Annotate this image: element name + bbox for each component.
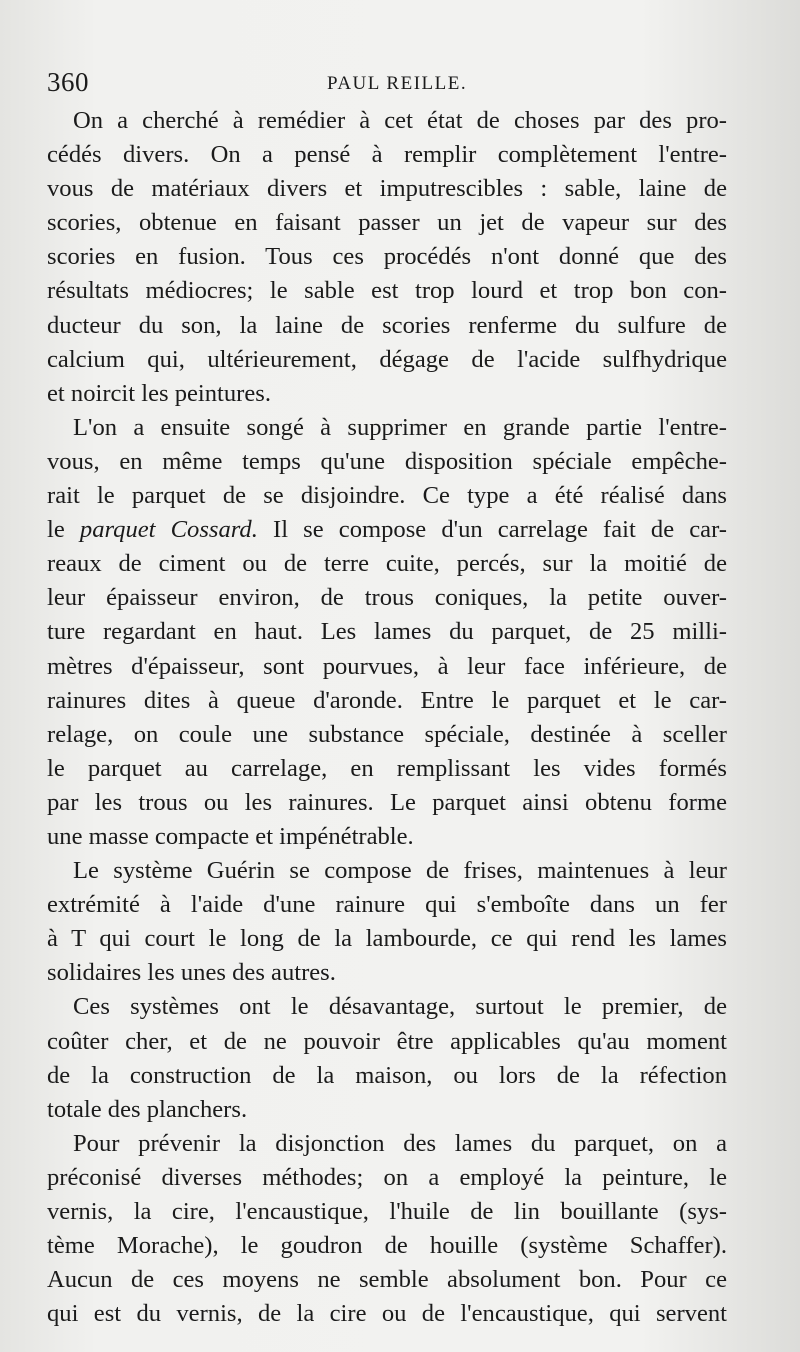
text-line: ducteur du son, la laine de scories renferme du sulfure de [47, 311, 727, 339]
text-line: L'on a ensuite songé à supprimer en grande partie l'entre- [73, 413, 727, 441]
text-fragment: Il se compose d'un carrelage fait de car- [257, 516, 727, 544]
text-line: vernis, la cire, l'encaustique, l'huile de lin bouillante (sys- [47, 1198, 727, 1225]
text-line: par les trous ou les rainures. Le parquet ainsi obtenu forme [47, 788, 727, 816]
text-line: à T qui court le long de la lambourde, ce qui rend les lames [47, 925, 727, 953]
text-line: ture regardant en haut. Les lames du parquet, de 25 milli- [47, 618, 727, 646]
text-line: Le système Guérin se compose de frises, maintenues à leur [73, 857, 727, 885]
text-line: Aucun de ces moyens ne semble absolument bon. Pour ce [47, 1266, 727, 1294]
text-line: et noircit les peintures. [47, 379, 272, 407]
paragraph-3 [47, 854, 727, 990]
text-line: Ces systèmes ont le désavantage, surtout le premier, de [73, 993, 727, 1021]
text-fragment: le [47, 516, 80, 544]
text-line: le parquet au carrelage, en remplissant les vides formés [47, 754, 727, 782]
text-line: extrémité à l'aide d'une rainure qui s'emboîte dans un fer [47, 891, 727, 919]
text-line: totale des planchers. [47, 1095, 248, 1123]
text-line: solidaires les unes des autres. [47, 959, 336, 987]
paragraph-2 [47, 411, 727, 854]
text-line: vous, en même temps qu'une disposition spéciale empêche- [47, 447, 727, 475]
body-text [47, 104, 727, 1331]
text-line: qui est du vernis, de la cire ou de l'encaustique, qui servent [47, 1300, 727, 1328]
running-head: PAUL REILLE. [327, 73, 468, 94]
text-line: mètres d'épaisseur, sont pourvues, à leur face inférieure, de [47, 652, 727, 680]
text-line: de la construction de la maison, ou lors de la réfection [47, 1061, 727, 1089]
paragraph-4 [47, 990, 727, 1126]
text-line: préconisé diverses méthodes; on a employé la peinture, le [47, 1163, 727, 1191]
page-header [47, 62, 727, 102]
text-line: rainures dites à queue d'aronde. Entre le parquet et le car- [47, 686, 727, 714]
text-line: Pour prévenir la disjonction des lames du parquet, on a [73, 1129, 727, 1157]
text-line: calcium qui, ultérieurement, dégage de l'acide sulfhydrique [47, 345, 727, 373]
text-line: scories, obtenue en faisant passer un jet de vapeur sur des [47, 209, 727, 237]
paragraph-5 [47, 1127, 727, 1332]
text-line: rait le parquet de se disjoindre. Ce type a été réalisé dans [47, 482, 727, 510]
text-line: résultats médiocres; le sable est trop lourd et trop bon con- [47, 277, 727, 305]
text-line: reaux de ciment ou de terre cuite, percés, sur la moitié de [47, 550, 727, 578]
text-line: scories en fusion. Tous ces procédés n'ont donné que des [47, 243, 727, 271]
page-number: 360 [47, 67, 89, 97]
italic-phrase: parquet Cossard. [79, 516, 258, 544]
text-line: relage, on coule une substance spéciale, destinée à sceller [47, 720, 727, 748]
paragraph-1 [47, 104, 727, 411]
text-line: une masse compacte et impénétrable. [47, 822, 414, 850]
text-line: coûter cher, et de ne pouvoir être applicables qu'au moment [47, 1027, 727, 1055]
text-line: On a cherché à remédier à cet état de choses par des pro- [73, 107, 727, 134]
text-line: cédés divers. On a pensé à remplir complètement l'entre- [47, 141, 727, 169]
text-line [47, 513, 727, 547]
text-line: vous de matériaux divers et imputrescibles : sable, laine de [47, 175, 727, 203]
text-line: tème Morache), le goudron de houille (système Schaffer). [47, 1232, 727, 1260]
text-line: leur épaisseur environ, de trous coniques, la petite ouver- [47, 584, 727, 612]
